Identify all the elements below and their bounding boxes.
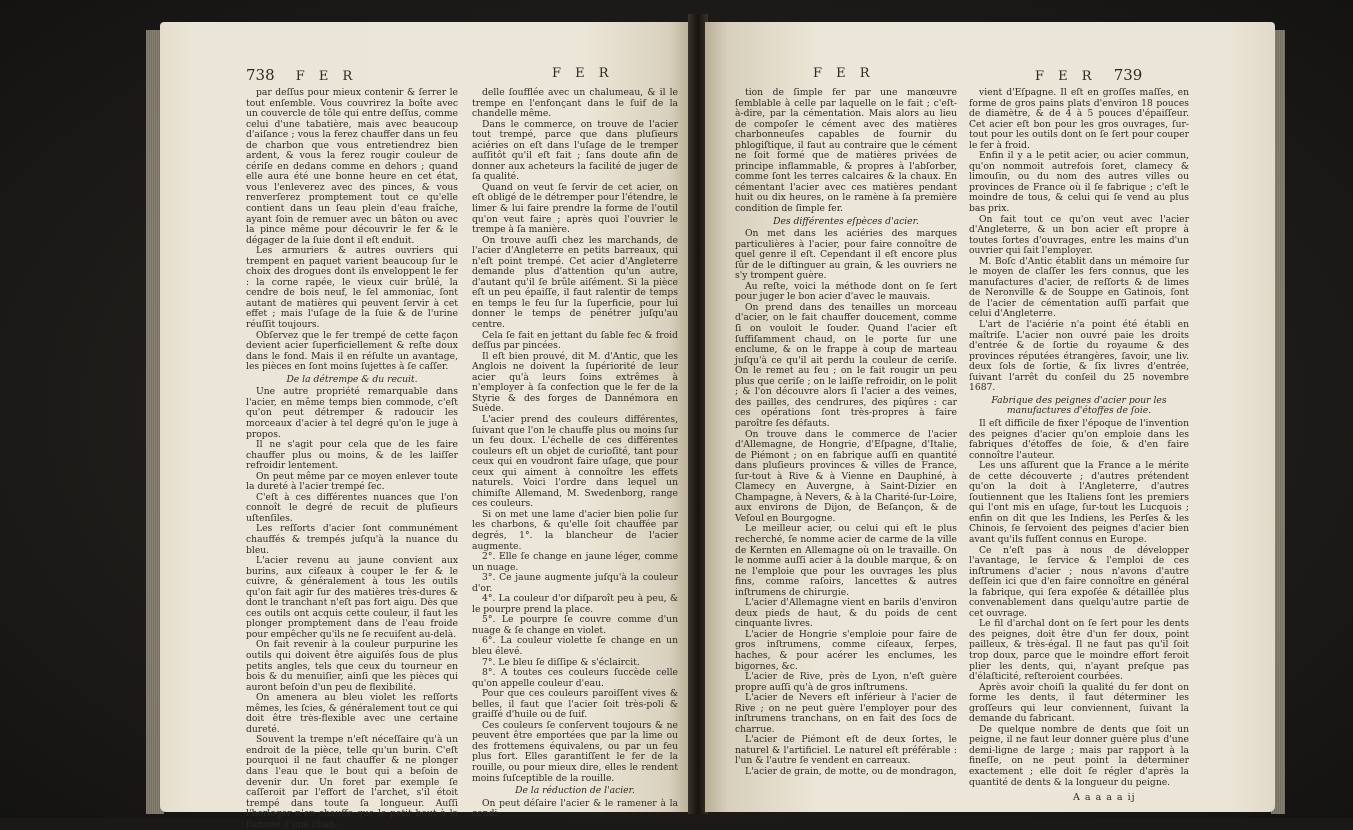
section-subtitle: Fabrique des peignes d'acier pour les manufactures d'étoffes de ſoie. <box>991 394 1167 417</box>
paragraph: L'acier de Hongrie s'emploie pour faire de gros inſtrumens, comme ciſeaux, ſerpes, haches, & pour acérer les enclumes, les bigornes, &c. <box>735 628 957 672</box>
paragraph: Souvent la trempe n'eſt néceſſaire qu'à un endroit de la pièce, telle qu'un burin. C'eſt pourquoi il ne faut chauffer & ne plonger dans l'eau que le bout qui a beſoin de devenir dur. Un foret par exemple ſe caſſeroit par l'effort de l'archet, s'il étoit trempé dans toute ſa longueur. Auſſi l'horloger n'en chauffe que le petit bout à la flamme d'une chan- <box>246 734 458 830</box>
paragraph: L'acier revenu au jaune convient aux burins, aux ciſeaux à couper le fer & le cuivre, & généralement à tous les outils qu'on fait agir ſur des matières très-dures & dont le tranchant n'eſt pas fort aigu. Dès que ces outils ont acquis cette couleur, il faut les plonger promptement dans de l'eau froide pour empêcher qu'ils ne ſe recuiſent au-delà. <box>246 555 458 640</box>
paragraph: Quand on veut ſe ſervir de cet acier, on eſt obligé de le détremper pour l'étendre, le limer & lui faire prendre la forme de l'outil qu'on veut faire ; après quoi l'ouvrier le trempe à ſa manière. <box>472 181 678 236</box>
paragraph: Ce n'eſt pas à nous de développer l'avantage, le ſervice & l'emploi de ces inſtrumens d'acier ; nous n'avons d'autre deſſein ici que d'en faire connoître en général la fabrique, qui ſera expoſée & détaillée plus convenablement dans quelqu'autre partie de cet ouvrage. <box>969 544 1189 619</box>
paragraph: On trouve auſſi chez les marchands, de l'acier d'Angleterre en petits barreaux, qui n'eſt point trempé. Cet acier d'Angleterre demande plus d'attention qu'un autre, d'autant qu'il ſe brûle aiſément. Si la pièce eſt un peu épaiſſe, il faut ralentir de temps en temps le feu ſur la ſuperficie, pour lui donner le temps de pénétrer juſqu'au centre. <box>472 234 678 331</box>
paragraph: Pour que ces couleurs paroiſſent vives & belles, il faut que l'acier ſoit très-poli & graiſſé d'huile ou de ſuif. <box>472 688 678 721</box>
paragraph: De quelque nombre de dents que ſoit un peigne, il ne faut leur donner guère plus d'une demi-ligne de large ; mais par rapport à la fineſſe, on ne peut point la déterminer exactement ; elle doit ſe régler d'après la quantité de dents & la longueur du peigne. <box>969 723 1189 788</box>
right-running-head-1: F E R <box>813 66 875 81</box>
right-page-column-1 <box>735 88 957 778</box>
right-page-number: 739 <box>1113 66 1143 84</box>
paragraph: L'art de l'aciérie n'a point été établi en maîtriſe. L'acier non ouvré paie les droits d'entrée & de ſortie du royaume & des provinces réputées étrangères, ſavoir, une liv. deux ſols de ſortie, & ſix livres d'entrée, ſuivant l'arrêt du conſeil du 25 novembre 1687. <box>969 319 1189 394</box>
paragraph: Si on met une lame d'acier bien polie ſur les charbons, & qu'elle ſoit chauffée par degrés, 1°. la blancheur de l'acier augmente. <box>472 508 678 552</box>
paragraph: Au reſte, voici la méthode dont on ſe ſert pour juger le bon acier d'avec le mauvais. <box>735 280 957 303</box>
left-page-header <box>246 66 357 84</box>
paragraph: On amenera au bleu violet les reſſorts mêmes, les ſcies, & généralement tout ce qui doit être très-flexible avec une certaine dureté. <box>246 692 458 735</box>
paragraph: 5°. Le pourpre ſe couvre comme d'un nuage & ſe change en violet. <box>472 614 678 636</box>
paragraph: On peut déſaire l'acier & le ramener à la condi- <box>472 797 678 820</box>
left-running-head-1: F E R <box>295 69 358 84</box>
section-subtitle: De la détrempe & du recuit. <box>286 373 418 385</box>
paragraph: On fait revenir à la couleur purpurine les outils qui doivent être aiguiſés ſous de plus petits angles, tels que ceux du tourneur en bois & du menuiſier, ainſi que les pièces qui auront beſoin d'un peu de flexibilité. <box>246 639 458 693</box>
left-page-number: 738 <box>246 66 275 84</box>
left-running-head-2: F E R <box>552 66 614 81</box>
section-subtitle: Des différentes eſpèces d'acier. <box>773 215 919 227</box>
paragraph: M. Boſc d'Antic établit dans un mémoire ſur le moyen de claſſer les fers connus, que les manufactures d'acier, de reſſorts & de limes de Neronville & de Souppe en Gatinois, ſont de l'acier de cémentation auſſi parfait que celui d'Angleterre. <box>969 255 1189 320</box>
paragraph: 3°. Ce jaune augmente juſqu'à la couleur d'or. <box>472 572 678 594</box>
paragraph: On prend dans des tenailles un morceau d'acier, on le fait chauffer doucement, comme ſi on vouloit le ſouder. Quand l'acier eſt ſuffiſamment chaud, on le porte ſur une enclume, & on le frappe à coup de marteau juſqu'à ce qu'il ait perdu la couleur de ceriſe. On le remet au feu ; on le fait rougir un peu plus que ceriſe ; on le laiſſe refroidir, on le polit ; & l'on découvre alors ſi l'acier a des veines, des pailles, des cendrures, des piqûres : car ces opérations ſont très-propres à faire paroître ſes défauts. <box>735 301 957 429</box>
right-running-head-2: F E R <box>1035 69 1097 84</box>
paragraph: Enfin il y a le petit acier, ou acier commun, qu'on nommoit autrefois ſoret, clamecy & limouſin, ou du nom des autres villes ou provinces de France où il ſe fabrique ; c'eſt le moindre de tous, & celui qui ſe vend au plus bas prix. <box>969 150 1189 215</box>
paragraph: Le meilleur acier, ou celui qui eſt le plus recherché, ſe nomme acier de carme de la ville de Kernten en Allemagne où on le travaille. On le nomme auſſi acier à la double marque, & on ne l'emploie que pour les ouvrages les plus fins, comme raſoirs, lancettes & autres inſtrumens de chirurgie. <box>735 523 957 598</box>
paragraph: Les reſſorts d'acier ſont communément chauffés & trempés juſqu'à la nuance du bleu. <box>246 523 458 556</box>
paragraph: Les armuriers & autres ouvriers qui trempent en paquet varient beaucoup ſur le choix des drogues dont ils enveloppent le fer : la corne rapée, le vieux cuir brûlé, la cendre de bois neuf, le ſel ammoniac, ſont autant de matières qui peuvent ſervir à cet effet ; mais l'uſage de la ſuie & de l'urine réuſſit toujours. <box>246 245 458 331</box>
paragraph: Obſervez que le fer trempé de cette façon devient acier ſuperficiellement & reſte doux dans le fond. Mais il en réſulte un avantage, les pièces en ſont moins ſujettes à ſe caſſer. <box>246 329 458 373</box>
paragraph: C'eſt à ces différentes nuances que l'on connoît le degré de recuit de pluſieurs uſtenſiles. <box>246 491 458 524</box>
paragraph: Ces couleurs ſe conſervent toujours & ne peuvent être emportées que par la lime ou des frottemens équivalens, ou par un feu plus fort. Elles garantiſſent le fer de la rouille, ou pour mieux dire, elles le rendent moins ſuſceptible de la rouille. <box>472 719 678 784</box>
paragraph: L'acier prend des couleurs différentes, ſuivant que l'on le chauffe plus ou moins ſur un feu doux. L'échelle de ces différentes couleurs eſt un objet de curioſité, tant pour ceux qui en voudront faire uſage, que pour ceux qui aiment à connoître les effets naturels. Voici l'ordre dans lequel un chimiſte Allemand, M. Swedenborg, range ces couleurs. <box>472 413 678 510</box>
paragraph: Il eſt difficile de fixer l'époque de l'invention des peignes d'acier qu'on emploie dans les fabriques d'étoffes de ſoie, & d'en faire connoître l'auteur. <box>969 417 1189 461</box>
paragraph: Il eſt bien prouvé, dit M. d'Antic, que les Anglois ne doivent la ſupériorité de leur acier qu'à leurs ſoins extrêmes à n'employer à ſa confection que le fer de la Styrie & des forges de Dannémora en Suède. <box>472 350 678 415</box>
paragraph: par deſſus pour mieux contenir & ſerrer le tout enſemble. Vous couvrirez la boîte avec un couvercle de tôle qui entre deſſus, comme celui d'une tabatière, mais avec beaucoup d'aiſance ; vous la ferez chauffer dans un feu de charbon que vous entretiendrez bien ardent, & vous la ferez rougir couleur de cériſe en dedans comme en dehors ; quand elle aura été une bonne heure en cet état, vous l'enleverez avec des pinces, & vous renverſerez promptement tout ce qu'elle contient dans un ſeau plein d'eau fraîche, ayant ſoin de remuer avec un bâton ou avec la pince même pour découvrir le fer & le dégager de la ſuie dont il eſt enduit. <box>246 87 458 246</box>
paragraph: L'acier de Piémont eſt de deux ſortes, le naturel & l'artificiel. Le naturel eſt préférable : l'un & l'autre ſe vendent en carreaux. <box>735 734 957 767</box>
left-page <box>160 22 690 830</box>
paragraph: Il ne s'agit pour cela que de les faire chauffer plus ou moins, & de les laiſſer refroidir lentement. <box>246 439 458 472</box>
paragraph: Dans le commerce, on trouve de l'acier tout trempé, parce que dans pluſieurs aciéries on eſt dans l'uſage de le tremper auſſitôt qu'il eſt fait ; ſans doute afin de donner aux acheteurs la facilité de juger de ſa qualité. <box>472 118 678 183</box>
paragraph: L'acier d'Allemagne vient en barils d'environ deux pieds de haut, & du poids de cent cinquante livres. <box>735 597 957 630</box>
paragraph: Le fil d'archal dont on ſe ſert pour les dents des peignes, doit être d'un fer doux, point pailleux, & très-égal. Il ne faut pas qu'il ſoit trop doux, parce que le moindre effort feroit plier les dents, qui, n'ayant preſque pas d'élaſticité, reſteroient courbées. <box>969 618 1189 683</box>
paragraph: Une autre propriété remarquable dans l'acier, en même temps bien commode, c'eſt qu'on peut détremper & radoucir les morceaux d'acier à tel degré qu'on le juge à propos. <box>246 386 458 440</box>
paragraph: On trouve dans le commerce de l'acier d'Allemagne, de Hongrie, d'Eſpagne, d'Italie, de Piémont ; on en fabrique auſſi en quantité dans pluſieurs provinces & villes de France, ſur-tout à Rive & à Vienne en Dauphiné, à Clamecy en Auvergne, à Saint-Dizier en Champagne, à Nevers, & à la Charité-ſur-Loire, aux environs de Dijon, de Beſançon, & de Veſoul en Bourgogne. <box>735 428 957 524</box>
paragraph: On fait tout ce qu'on veut avec l'acier d'Angleterre, & un bon acier eſt propre à toutes ſortes d'ouvrages, entre les mains d'un ouvrier qui ſait l'employer. <box>969 213 1189 257</box>
left-page-column-1 <box>246 88 458 830</box>
left-page-column-2 <box>472 88 678 820</box>
paragraph: L'acier de Rive, près de Lyon, n'eſt guère propre auſſi qu'à de gros inſtrumens. <box>735 671 957 693</box>
paragraph: On met dans les aciéries des marques particulières à l'acier, pour faire connoître de quel genre il eſt. Cependant il eſt encore plus ſûr de le diſtinguer au grain, & les ouvriers ne s'y trompent guère. <box>735 228 957 282</box>
section-subtitle: De la réduction de l'acier. <box>515 785 635 797</box>
paragraph: L'acier de Nevers eſt inférieur à l'acier de Rive ; on ne peut guère l'employer pour des inſtrumens tranchans, on en fait des ſocs de charrue. <box>735 692 957 735</box>
signature-mark: A a a a a ij <box>1073 792 1136 803</box>
paragraph: Après avoir choiſi la qualité du fer dont on forme les dents, il faut déterminer les groſſeurs qui leur conviennent, ſuivant la demande du fabricant. <box>969 681 1189 725</box>
right-page <box>705 22 1275 812</box>
paragraph: Cela ſe fait en jettant du ſable fec & froid deſſus par pincées. <box>472 329 678 352</box>
right-page-column-2 <box>969 88 1189 788</box>
paragraph: 8°. A toutes ces couleurs ſuccède celle qu'on appelle couleur d'eau. <box>472 667 678 689</box>
paragraph: 4°. La couleur d'or diſparoît peu à peu, & le pourpre prend la place. <box>472 593 678 615</box>
paragraph: tion de ſimple fer par une manœuvre ſemblable à celle par laquelle on le fait ; c'eſt-à-dire, par la cémentation. Mais alors au lieu de compoſer le cément avec des matières charbonneuſes capables de fournir du phlogiſtique, il faut au contraire que le cément ne ſoit formé que de matières privées de principe inflammable, & propres à l'abſorber, comme ſont les terres calcaires & la chaux. En cémentant l'acier avec ces matières pendant huit ou dix heures, on le ramène à ſa première condition de ſimple fer. <box>735 87 957 215</box>
paragraph: 7°. Le bleu ſe diſſipe & s'éclaircit. <box>482 656 640 668</box>
paragraph: vient d'Eſpagne. Il eſt en groſſes maſſes, en forme de gros pains plats d'environ 18 pouces de diamètre, & de 4 à 5 pouces d'épaiſſeur. Cet acier eſt bon pour les gros ouvrages, ſur-tout pour les outils dont on ſe ſert pour couper le fer à froid. <box>969 87 1189 151</box>
paragraph: L'acier de grain, de motte, ou de mondragon, <box>745 766 957 777</box>
paragraph: Les uns aſſurent que la France a le mérite de cette découverte ; d'autres prétendent qu'on la doit à l'Angleterre, d'autres ſoutiennent que les Italiens ſont les premiers qui l'ont mis en uſage, ſur-tout les Lucquois ; enfin on dit que les Indiens, les Perſes & les Chinois, ſe ſervoient des peignes d'acier bien avant qu'ils fuſſent connus en Europe. <box>969 460 1189 545</box>
paragraph: On peut même par ce moyen enlever toute la dureté à l'acier trempé ſec. <box>246 470 458 493</box>
right-page-header <box>1035 66 1142 84</box>
paragraph: 2°. Elle ſe change en jaune léger, comme un nuage. <box>472 551 678 573</box>
paragraph: delle ſoufflée avec un chalumeau, & il le trempe en l'enfonçant dans le ſuif de la chandelle même. <box>472 87 678 120</box>
paragraph: 6°. La couleur violette ſe change en un bleu élevé. <box>472 635 678 657</box>
